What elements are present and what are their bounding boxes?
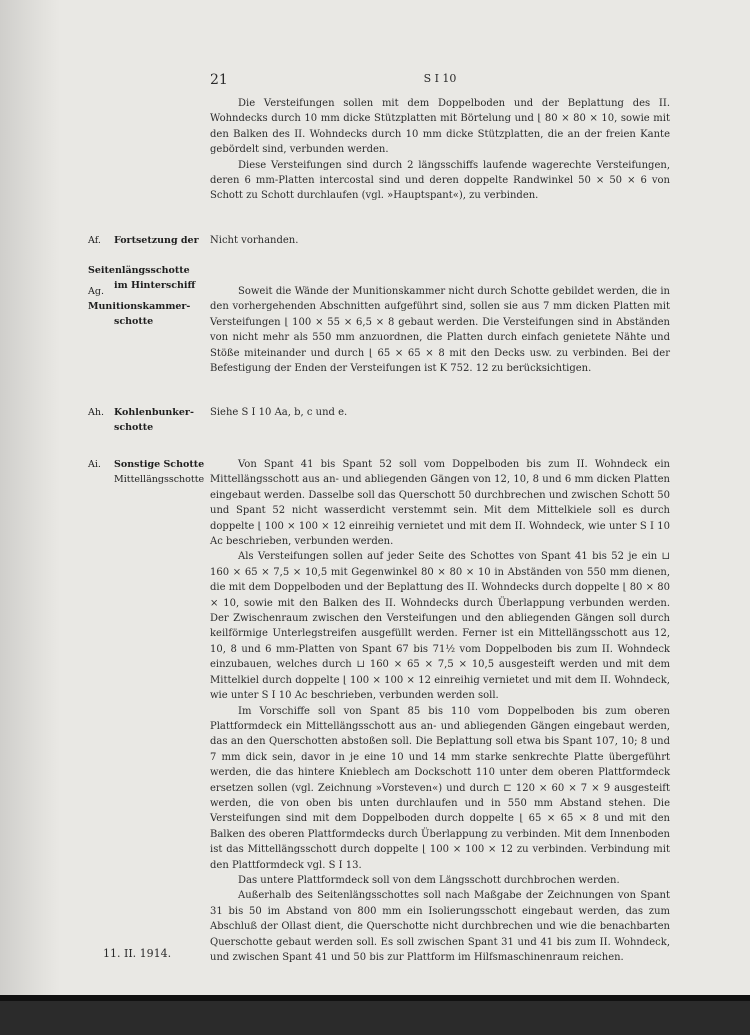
section-paragraph: Siehe S I 10 Aa, b, c und e.: [210, 407, 348, 418]
section-label-ag: [88, 284, 208, 329]
page-header: [210, 72, 670, 92]
section-paragraph: Soweit die Wände der Munitionskammer nicht durch Schotte gebildet werden, die in den vorhergehenden Abschnitten aufgeführt sind, sollen sie aus 7 mm dicken Platten mit Versteifungen ⌊ 100 × 55 × 6,5 × 8 gebaut werden. Die Versteifungen sind in Abständen von nicht mehr als 550 mm anzuordnen, die Platten durch einfach genietete Nähte und Stöße miteinander und durch ⌊ 65 × 65 × 8 mit den Decks usw. zu verbinden. Bei der Befestigung der Enden der Versteifungen ist K 752. 12 zu berücksichtigen.: [210, 286, 670, 375]
section-body-ai: [210, 457, 670, 965]
section-paragraph: Von Spant 41 bis Spant 52 soll vom Doppelboden bis zum II. Wohndeck ein Mittellängsschott aus an- und abliegenden Gängen von 12, 10, 8 und 6 mm dicken Platten eingebaut werden. Dasselbe soll das Querschott 50 durchbrechen und zwischen Schott 50 und Spant 52 nicht wasserdicht verstemmt sein. Mit dem Mittelkiele soll es durch doppelte ⌊ 100 × 100 × 12 einreihig vernietet und mit dem II. Wohndeck, wie unter S I 10 Ac beschrieben, verbunden werden.: [210, 459, 670, 548]
section-paragraph: Als Versteifungen sollen auf jeder Seite des Schottes von Spant 41 bis 52 je ein ⊔ 160 × 65 × 7,5 × 10,5 mit Gegenwinkel 80 × 80 × 10 in Abständen von 550 mm dienen, die mit dem Doppelboden und der Beplattung des II. Wohndecks durch doppelte ⌊ 80 × 80 × 10, sowie mit den Balken des II. Wohndecks durch Überlappung verbunden werden. Der Zwischenraum zwischen den Versteifungen und den abliegenden Gängen soll durch keilförmige Unterlegstreifen ausgefüllt werden. Ferner ist ein Mittellängsschott aus 12, 10, 8 und 6 mm-Platten von Spant 67 bis 71½ vom Doppelboden bis zum II. Wohndeck einzubauen, welches durch ⊔ 160 × 65 × 7,5 × 10,5 ausgesteift werden und mit dem Mittelkiel durch doppelte ⌊ 100 × 100 × 12 einreihig vernietet und mit dem II. Wohndeck, wie unter S I 10 Ac beschrieben, verbunden werden soll.: [210, 551, 670, 702]
page-number: 21: [210, 72, 228, 88]
intro-paragraph: Die Versteifungen sollen mit dem Doppelboden und der Beplattung des II. Wohndecks durch 10 mm dicke Stützplatten mit Börtelung und ⌊ 80 × 80 × 10, sowie mit den Balken des II. Wohndecks durch 10 mm dicke Stützplatten, die an der freien Kante gebördelt sind, verbunden werden.: [210, 98, 670, 156]
section-code: Af.: [88, 235, 101, 246]
section-title-line: Seitenlängsschotte: [88, 265, 190, 276]
section-body-ah: [210, 405, 670, 420]
section-paragraph: Nicht vorhanden.: [210, 235, 299, 246]
section-title-line: Fortsetzung der: [114, 235, 199, 246]
intro-paragraph: Diese Versteifungen sind durch 2 längsschiffs laufende wagerechte Versteifungen, deren 6 mm-Platten intercostal sind und deren doppelte Randwinkel 50 × 50 × 6 von Schott zu Schott durchlaufen (vgl. »Hauptspant«), zu verbinden.: [210, 159, 670, 202]
footer-date: 11. II. 1914.: [103, 947, 172, 960]
section-paragraph: Außerhalb des Seitenlängsschottes soll nach Maßgabe der Zeichnungen von Spant 31 bis 50 im Abstand von 800 mm ein Isolierungsschott eingebaut werden, das zum Abschluß der Ollast dient, die Querschotte nicht durchbrechen und wie die benachbarten Querschotte gebaut werden soll. Es soll zwischen Spant 31 und 41 bis zum II. Wohndeck, und zwischen Spant 41 und 50 bis zur Plattform im Hilfsmaschinenraum reichen.: [210, 890, 670, 963]
scanner-bottom-edge: [0, 995, 750, 1035]
section-title-line: im Hinterschiff: [114, 280, 196, 291]
section-label-ah: [88, 405, 208, 435]
section-title-line: Mittellängsschotte: [114, 474, 205, 485]
section-body-af: [210, 233, 670, 248]
section-code: Ai.: [88, 459, 101, 470]
page-gutter-shadow: [0, 0, 60, 995]
section-title-line: Kohlenbunker-: [114, 407, 194, 418]
intro-text: [210, 96, 670, 204]
section-title-line: schotte: [114, 316, 154, 327]
section-body-ag: [210, 284, 670, 376]
section-title-line: Sonstige Schotte: [114, 459, 205, 470]
section-code: Ah.: [88, 407, 104, 418]
section-title-line: schotte: [114, 422, 154, 433]
section-title-line: Munitionskammer-: [88, 301, 191, 312]
page-edge-shadow: [0, 995, 750, 1001]
section-code: Ag.: [88, 286, 104, 297]
section-paragraph: Das untere Plattformdeck soll von dem Längsschott durchbrochen werden.: [238, 874, 620, 886]
section-paragraph: Im Vorschiffe soll von Spant 85 bis 110 vom Doppelboden bis zum oberen Plattformdeck ein Mittellängsschott aus an- und abliegenden Gängen eingebaut werden, das an den Querschotten abstoßen soll. Die Beplattung soll etwa bis Spant 107, 10; 8 und 7 mm dick sein, davor in je eine 10 und 14 mm starke senkrechte Platte übergeführt werden, die das hintere Knieblech am Dockschott 110 unter dem oberen Plattformdeck ersetzen sollen (vgl. Zeichnung »Vorsteven«) und durch ⊏ 120 × 60 × 7 × 9 ausgesteift werden, die von oben bis unten durchlaufen und in 550 mm Abstand stehen. Die Versteifungen sind mit dem Doppelboden durch doppelte ⌊ 65 × 65 × 8 und mit den Balken des oberen Plattformdecks durch Überlappung zu verbinden. Mit dem Innenboden ist das Mittellängsschott durch doppelte ⌊ 100 × 100 × 12 zu verbinden. Verbindung mit den Plattformdeck vgl. S I 13.: [210, 705, 670, 871]
section-label-ai: [88, 457, 208, 487]
document-reference: S I 10: [423, 72, 457, 85]
